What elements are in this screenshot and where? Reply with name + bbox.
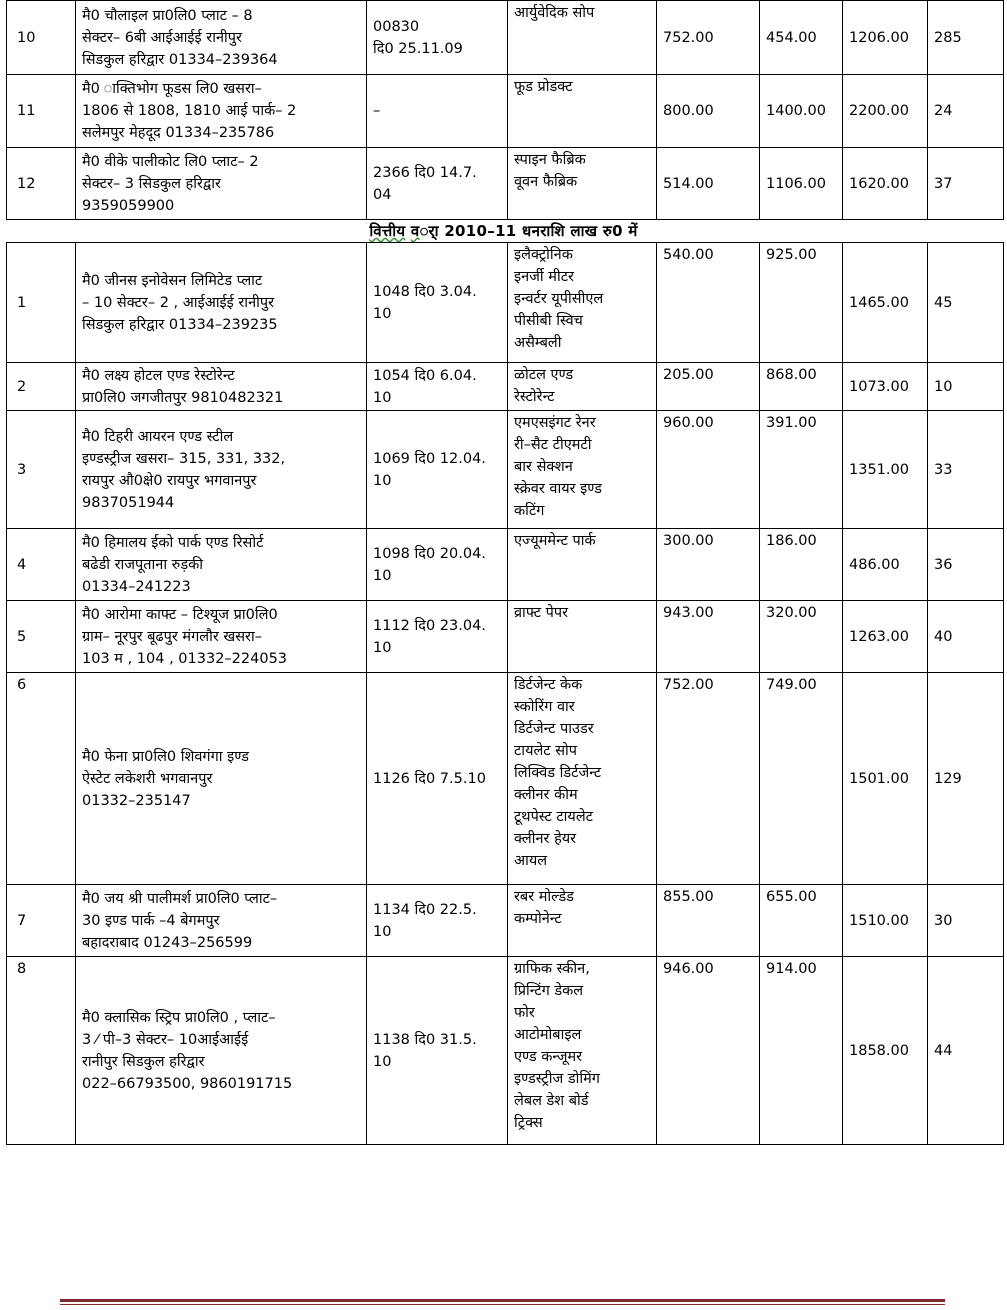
- unit-name-line: मै0 हिमालय ईको पार्क एण्ड रिसोर्ट: [82, 534, 264, 551]
- unit-name-line: 022–66793500, 9860191715: [82, 1075, 293, 1092]
- product-line: री–सैट टीएमटी: [514, 437, 592, 453]
- footer-rule: [60, 1299, 945, 1302]
- unit-name-line: सेक्टर– 6बी आईआईई रानीपुर: [82, 29, 242, 46]
- product-line: क्लीनर हेयर: [514, 831, 577, 847]
- unit-name-line: ऐस्टेट लकेशरी भगवानपुर: [82, 770, 213, 787]
- unit-name-line: मै0 वीके पालीकोट लि0 प्लाट– 2: [82, 153, 259, 170]
- registration-line: –: [373, 103, 381, 119]
- registration-line: 1134 दि0 22.5.: [373, 901, 477, 918]
- investment-1: 540.00: [657, 243, 760, 363]
- product: [508, 363, 657, 411]
- investment-1: 752.00: [657, 1, 760, 75]
- product-line: ग्राफिक स्कीन,: [514, 961, 590, 977]
- unit-name-line: रायपुर औ0क्षे0 रायपुर भगवानपुर: [82, 472, 257, 489]
- product-line: व्राफ्ट पेपर: [514, 605, 569, 621]
- unit-name-line: सिडकुल हरिद्वार 01334–239235: [82, 316, 278, 333]
- investment-2: 391.00: [760, 411, 843, 529]
- table-row: [7, 148, 1004, 220]
- product: [508, 1, 657, 75]
- registration-line: 10: [373, 639, 392, 656]
- unit-name-line: मै0 लक्ष्य होटल एण्ड रेस्टोरेन्ट: [82, 367, 235, 384]
- investment-1: 205.00: [657, 363, 760, 411]
- registration: [367, 75, 508, 148]
- registration: [367, 601, 508, 673]
- total-investment: 486.00: [843, 529, 928, 601]
- unit-name: [76, 243, 367, 363]
- unit-name: [76, 75, 367, 148]
- investment-2: 868.00: [760, 363, 843, 411]
- product: [508, 601, 657, 673]
- serial-number: 11: [7, 75, 76, 148]
- unit-name-line: बढेडी राजपूताना रुड़की: [82, 556, 203, 573]
- registration-line: 10: [373, 305, 392, 322]
- unit-name-line: बहादराबाद 01243–256599: [82, 934, 253, 951]
- registration: [367, 1, 508, 75]
- investment-2: 914.00: [760, 957, 843, 1145]
- product-line: स्कोरिंग वार: [514, 699, 575, 715]
- product: [508, 148, 657, 220]
- product-line: क्लीनर कीम: [514, 787, 578, 803]
- registration-line: 00830: [373, 18, 420, 35]
- investment-2: 1400.00: [760, 75, 843, 148]
- product-line: लेबल डेश बोर्ड: [514, 1093, 589, 1109]
- heading-part2: व: [410, 222, 420, 240]
- unit-name-line: 3 ⁄ पी–3 सेक्टर– 10आईआईई: [82, 1031, 249, 1048]
- unit-name-line: मै0 ाक्तिभोग फूडस लि0 खसरा–: [82, 81, 262, 97]
- table-row: [7, 363, 1004, 411]
- unit-name-line: सलेमपुर मेहदूद 01334–235786: [82, 125, 275, 141]
- total-investment: 1263.00: [843, 601, 928, 673]
- unit-name-line: ग्राम– नूरपुर बूढपुर मंगलौर खसरा–: [82, 628, 262, 645]
- investment-1: 943.00: [657, 601, 760, 673]
- product-line: इन्वर्टर यूपीसीएल: [514, 291, 604, 307]
- product-line: डिर्टजेन्ट पाउडर: [514, 721, 594, 737]
- serial-number: 7: [7, 885, 76, 957]
- unit-name: [76, 1, 367, 75]
- investment-1: 300.00: [657, 529, 760, 601]
- product-line: कम्पोनेन्ट: [514, 911, 562, 927]
- product-line: रबर मोल्डेड: [514, 889, 574, 905]
- investment-2: 454.00: [760, 1, 843, 75]
- total-investment: 2200.00: [843, 75, 928, 148]
- registration-line: दि0 25.11.09: [373, 40, 463, 57]
- registration-line: 10: [373, 472, 392, 489]
- unit-name-line: मै0 फेना प्रा0लि0 शिवगंगा इण्ड: [82, 748, 249, 765]
- product: [508, 885, 657, 957]
- product-line: वूवन फैब्रिक: [514, 174, 578, 190]
- registration: [367, 411, 508, 529]
- top-table: [6, 0, 1004, 220]
- employment: 37: [928, 148, 1004, 220]
- employment: 44: [928, 957, 1004, 1145]
- employment: 285: [928, 1, 1004, 75]
- unit-name-line: इण्डस्ट्रीज खसरा– 315, 331, 332,: [82, 450, 286, 467]
- product-line: फूड प्रोडक्ट: [514, 79, 573, 95]
- registration-line: 2366 दि0 14.7.: [373, 164, 477, 181]
- total-investment: 1073.00: [843, 363, 928, 411]
- table-row: [7, 411, 1004, 529]
- product-line: स्क्रेवर वायर इण्ड: [514, 481, 602, 497]
- unit-name: [76, 363, 367, 411]
- serial-number: 3: [7, 411, 76, 529]
- product-line: ळोटल एण्ड: [514, 367, 574, 383]
- unit-name: [76, 529, 367, 601]
- table-row: [7, 1, 1004, 75]
- serial-number: 5: [7, 601, 76, 673]
- product: [508, 529, 657, 601]
- product-line: कटिंग: [514, 503, 545, 519]
- product-line: आयल: [514, 853, 548, 869]
- unit-name-line: 01332–235147: [82, 792, 191, 809]
- employment: 30: [928, 885, 1004, 957]
- product-line: आर्युवेदिक सोप: [514, 5, 595, 21]
- employment: 24: [928, 75, 1004, 148]
- unit-name-line: मै0 जय श्री पालीमर्श प्रा0लि0 प्लाट–: [82, 890, 278, 907]
- product-line: इनर्जी मीटर: [514, 269, 574, 285]
- unit-name-line: रानीपुर सिडकुल हरिद्वार: [82, 1053, 205, 1070]
- table-row: [7, 673, 1004, 885]
- product-line: टायलेट सोप: [514, 743, 578, 759]
- serial-number: 4: [7, 529, 76, 601]
- unit-name: [76, 957, 367, 1145]
- footer-rule-thin: [60, 1304, 945, 1305]
- product: [508, 243, 657, 363]
- product-line: बार सेक्शन: [514, 459, 573, 475]
- total-investment: 1510.00: [843, 885, 928, 957]
- unit-name-line: प्रा0लि0 जगजीतपुर 9810482321: [82, 389, 284, 406]
- investment-2: 749.00: [760, 673, 843, 885]
- table-row: [7, 601, 1004, 673]
- registration: [367, 363, 508, 411]
- total-investment: 1858.00: [843, 957, 928, 1145]
- registration: [367, 885, 508, 957]
- serial-number: 12: [7, 148, 76, 220]
- total-investment: 1351.00: [843, 411, 928, 529]
- product-line: प्रिन्टिंग डेकल: [514, 983, 584, 999]
- unit-name-line: 9359059900: [82, 197, 175, 214]
- total-investment: 1465.00: [843, 243, 928, 363]
- product-line: पीसीबी स्विच: [514, 313, 583, 329]
- employment: 40: [928, 601, 1004, 673]
- total-investment: 1501.00: [843, 673, 928, 885]
- investment-2: 925.00: [760, 243, 843, 363]
- product-line: असैम्बली: [514, 335, 562, 351]
- unit-name: [76, 601, 367, 673]
- registration-line: 10: [373, 923, 392, 940]
- product-line: फोर: [514, 1005, 535, 1021]
- unit-name-line: मै0 चौलाइल प्रा0लि0 प्लाट – 8: [82, 7, 253, 24]
- serial-number: 2: [7, 363, 76, 411]
- product-line: इण्डस्ट्रीज डोमिंग: [514, 1071, 600, 1087]
- unit-name-line: 1806 से 1808, 1810 आई पार्क– 2: [82, 103, 297, 119]
- registration-line: 10: [373, 389, 392, 406]
- product-line: रेस्टोरेन्ट: [514, 389, 555, 405]
- unit-name-line: 01334–241223: [82, 578, 191, 595]
- investment-1: 960.00: [657, 411, 760, 529]
- heading-part3: र्ा 2010–11 धनराशि लाख रु0 में: [419, 222, 638, 240]
- registration: [367, 957, 508, 1145]
- registration: [367, 148, 508, 220]
- unit-name-line: मै0 टिहरी आयरन एण्ड स्टील: [82, 428, 234, 445]
- product-line: टूथपेस्ट टायलेट: [514, 809, 593, 825]
- registration-line: 1098 दि0 20.04.: [373, 545, 486, 562]
- unit-name-line: 9837051944: [82, 494, 175, 511]
- main-table: [6, 242, 1004, 1145]
- unit-name: [76, 885, 367, 957]
- unit-name-line: सेक्टर– 3 सिडकुल हरिद्वार: [82, 175, 221, 192]
- employment: 45: [928, 243, 1004, 363]
- unit-name: [76, 148, 367, 220]
- employment: 36: [928, 529, 1004, 601]
- registration-line: 10: [373, 567, 392, 584]
- product-line: स्पाइन फैब्रिक: [514, 152, 586, 168]
- serial-number: 10: [7, 1, 76, 75]
- table-row: [7, 885, 1004, 957]
- product-line: आटोमोबाइल: [514, 1027, 582, 1043]
- registration: [367, 673, 508, 885]
- product: [508, 411, 657, 529]
- investment-1: 514.00: [657, 148, 760, 220]
- registration-line: 1054 दि0 6.04.: [373, 367, 477, 384]
- table-row: [7, 243, 1004, 363]
- unit-name-line: मै0 क्लासिक स्ट्रिप प्रा0लि0 , प्लाट–: [82, 1009, 276, 1026]
- unit-name-line: मै0 जीनस इनोवेसन लिमिटेड प्लाट: [82, 272, 263, 289]
- investment-1: 752.00: [657, 673, 760, 885]
- investment-2: 655.00: [760, 885, 843, 957]
- registration-line: 1112 दि0 23.04.: [373, 617, 486, 634]
- heading-part1: वित्तीय: [369, 222, 406, 240]
- product: [508, 673, 657, 885]
- registration-line: 1138 दि0 31.5.: [373, 1031, 477, 1048]
- serial-number: 1: [7, 243, 76, 363]
- table-row: [7, 75, 1004, 148]
- unit-name: [76, 411, 367, 529]
- investment-2: 320.00: [760, 601, 843, 673]
- product: [508, 75, 657, 148]
- product-line: एण्ड कन्जूमर: [514, 1049, 583, 1065]
- table-row: [7, 529, 1004, 601]
- product-line: एज्यूममेन्ट पार्क: [514, 533, 596, 549]
- unit-name-line: 103 म , 104 , 01332–224053: [82, 650, 288, 667]
- product-line: डिर्टजेन्ट केक: [514, 677, 583, 693]
- investment-2: 1106.00: [760, 148, 843, 220]
- registration: [367, 243, 508, 363]
- unit-name-line: सिडकुल हरिद्वार 01334–239364: [82, 51, 278, 68]
- table-row: [7, 957, 1004, 1145]
- serial-number: 6: [7, 673, 76, 885]
- total-investment: 1206.00: [843, 1, 928, 75]
- registration-line: 1069 दि0 12.04.: [373, 450, 486, 467]
- product: [508, 957, 657, 1145]
- product-line: लिक्विड डिर्टजेन्ट: [514, 765, 602, 781]
- investment-1: 800.00: [657, 75, 760, 148]
- registration-line: 10: [373, 1053, 392, 1070]
- employment: 129: [928, 673, 1004, 885]
- investment-2: 186.00: [760, 529, 843, 601]
- serial-number: 8: [7, 957, 76, 1145]
- registration-line: 1126 दि0 7.5.10: [373, 770, 486, 787]
- unit-name-line: – 10 सेक्टर– 2 , आईआईई रानीपुर: [82, 294, 275, 311]
- product-line: ट्रिक्स: [514, 1115, 543, 1131]
- unit-name-line: मै0 आरोमा काफ्ट – टिश्यूज प्रा0लि0: [82, 606, 278, 623]
- section-heading: [0, 221, 1007, 241]
- total-investment: 1620.00: [843, 148, 928, 220]
- product-line: एमएसइंगट रेनर: [514, 415, 596, 431]
- registration: [367, 529, 508, 601]
- employment: 33: [928, 411, 1004, 529]
- investment-1: 946.00: [657, 957, 760, 1145]
- registration-line: 1048 दि0 3.04.: [373, 283, 477, 300]
- investment-1: 855.00: [657, 885, 760, 957]
- unit-name-line: 30 इण्ड पार्क –4 बेगमपुर: [82, 912, 220, 929]
- product-line: इलैक्ट्रोनिक: [514, 247, 573, 263]
- registration-line: 04: [373, 186, 392, 203]
- unit-name: [76, 673, 367, 885]
- employment: 10: [928, 363, 1004, 411]
